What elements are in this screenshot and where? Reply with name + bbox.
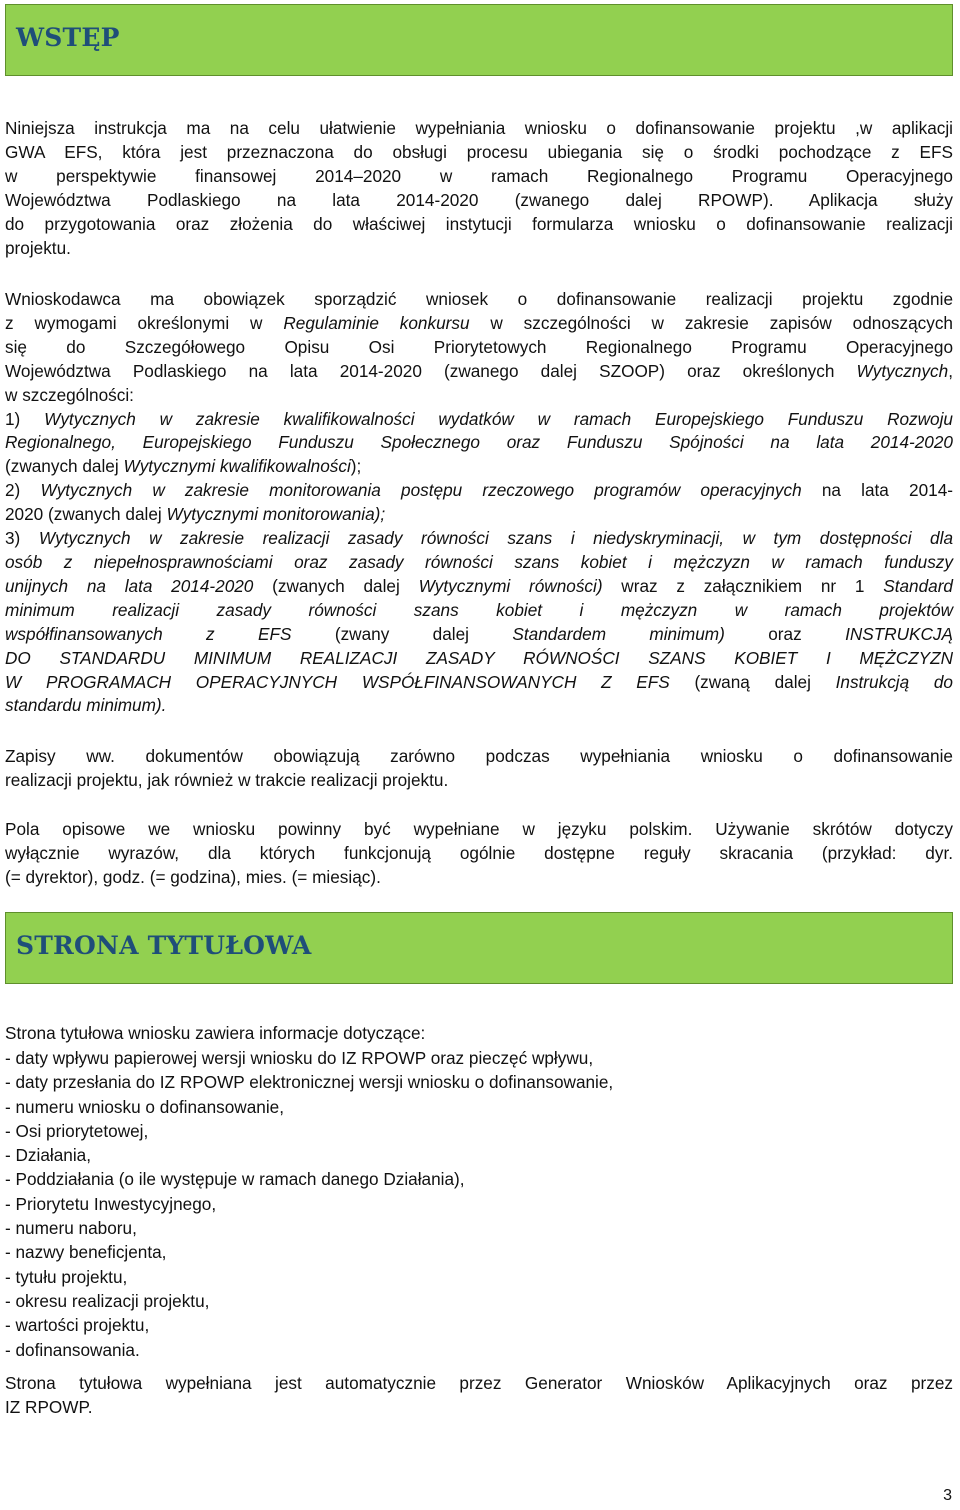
list-item: - Osi priorytetowej, [5,1120,149,1141]
guideline-item-3: 3) Wytycznych w zakresie realizacji zasady równości szans i niedyskryminacji, w tym dostępności dla [5,528,953,549]
text-line: Niniejsza instrukcja ma na celu ułatwienie wypełniania wniosku o dofinansowanie projektu ,w aplikacji [5,118,953,138]
text-line: się do Szczegółowego Opisu Osi Priorytetowych Regionalnego Programu Operacyjnego [5,336,953,357]
list-item: - Priorytetu Inwestycyjnego, [5,1193,217,1214]
text-line: standardu minimum). [5,695,167,716]
text-line: współfinansowanych z EFS (zwany dalej Standardem minimum) oraz INSTRUKCJĄ [5,623,953,644]
section-heading-strona-tytulowa [5,912,953,984]
guideline-item-2: 2) Wytycznych w zakresie monitorowania postępu rzeczowego programów operacyjnych na lata 2014- [5,480,953,501]
list-item: - tytułu projektu, [5,1266,128,1287]
text-line: Województwa Podlaskiego na lata 2014-2020 (zwanego dalej SZOOP) oraz określonych Wytycznych, [5,360,953,381]
obligation-paragraph [5,288,953,718]
list-item: - Poddziałania (o ile występuje w ramach danego Działania), [5,1169,465,1190]
text-line: (= dyrektor), godz. (= godzina), mies. (= miesiąc). [5,866,381,887]
intro-paragraph [5,117,953,260]
list-item: - nazwy beneficjenta, [5,1242,167,1263]
list-item: - daty przesłania do IZ RPOWP elektronicznej wersji wniosku o dofinansowanie, [5,1072,614,1093]
section-heading-wstep [5,4,953,76]
text-line: Strona tytułowa wniosku zawiera informacje dotyczące: [5,1023,426,1043]
text-line: IZ RPOWP. [5,1396,93,1417]
language-paragraph [5,818,953,890]
text-line: z wymogami określonymi w Regulaminie konkursu w szczególności w zakresie zapisów odnoszących [5,312,953,333]
text-line: Zapisy ww. dokumentów obowiązują zarówno podczas wypełniania wniosku o dofinansowanie [5,746,953,766]
text-line: DO STANDARDU MINIMUM REALIZACJI ZASADY RÓWNOŚCI SZANS KOBIET I MĘŻCZYZN [5,647,953,668]
section-title: WSTĘP [16,23,120,52]
records-paragraph [5,745,953,793]
text-line: 2020 (zwanych dalej Wytycznymi monitorowania); [5,504,386,525]
list-item: - wartości projektu, [5,1315,150,1336]
title-page-intro [5,1022,953,1046]
text-line: unijnych na lata 2014-2020 (zwanych dalej Wytycznymi równości) wraz z załącznikiem nr 1 Standard [5,575,953,596]
list-item: - numeru wniosku o dofinansowanie, [5,1096,284,1117]
list-item: - Działania, [5,1145,91,1166]
page-number: 3 [943,1487,952,1504]
text-line: wyłącznie wyrazów, dla których funkcjonują ogólnie dostępne reguły skracania (przykład: dyr. [5,842,953,863]
list-item: - dofinansowania. [5,1339,140,1360]
text-line: w perspektywie finansowej 2014–2020 w ramach Regionalnego Programu Operacyjnego [5,165,953,186]
text-line: osób z niepełnosprawnościami oraz zasady równości szans kobiet i mężczyzn w ramach funduszy [5,551,953,572]
text-line: Województwa Podlaskiego na lata 2014-2020 (zwanego dalej RPOWP). Aplikacja służy [5,189,953,210]
text-line: GWA EFS, która jest przeznaczona do obsługi procesu ubiegania się o środki pochodzące z EFS [5,141,953,162]
list-item: - okresu realizacji projektu, [5,1290,210,1311]
title-page-items-list [5,1046,953,1362]
list-item: - daty wpływu papierowej wersji wniosku do IZ RPOWP oraz pieczęć wpływu, [5,1048,594,1068]
list-item: - numeru naboru, [5,1218,137,1239]
text-line: do przygotowania oraz złożenia do właściwej instytucji formularza wniosku o dofinansowanie realizacji [5,213,953,234]
text-line: W PROGRAMACH OPERACYJNYCH WSPÓŁFINANSOWANYCH Z EFS (zwaną dalej Instrukcją do [5,671,953,692]
text-line: Pola opisowe we wniosku powinny być wypełniane w języku polskim. Używanie skrótów dotyczy [5,819,953,839]
section-title: STRONA TYTUŁOWA [16,931,312,960]
text-line: projektu. [5,237,71,258]
text-line: realizacji projektu, jak również w trakcie realizacji projektu. [5,769,449,790]
text-line: Wnioskodawca ma obowiązek sporządzić wniosek o dofinansowanie realizacji projektu zgodnie [5,289,953,309]
text-line: minimum realizacji zasady równości szans kobiet i mężczyzn w ramach projektów [5,599,953,620]
guideline-item-1: 1) Wytycznych w zakresie kwalifikowalności wydatków w ramach Europejskiego Funduszu Rozwoju [5,408,953,429]
text-line: Regionalnego, Europejskiego Funduszu Społecznego oraz Funduszu Spójności na lata 2014-2020 [5,432,953,453]
text-line: (zwanych dalej Wytycznymi kwalifikowalności); [5,456,362,477]
closing-paragraph [5,1372,953,1420]
text-line: Strona tytułowa wypełniana jest automatycznie przez Generator Wniosków Aplikacyjnych oraz przez [5,1373,953,1393]
text-line: w szczególności: [5,384,134,405]
